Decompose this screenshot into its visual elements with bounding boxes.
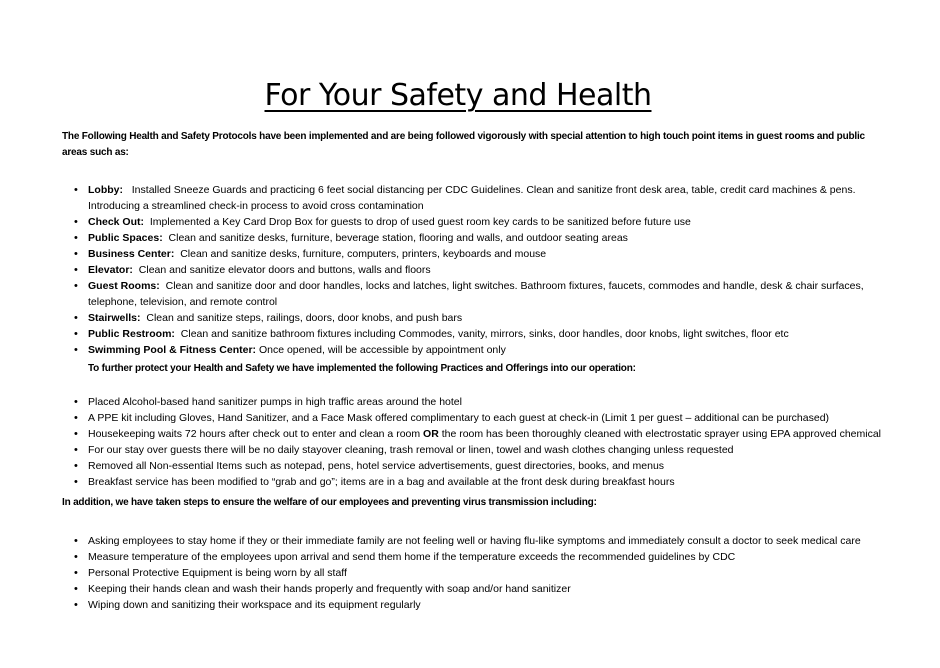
area-text: Implemented a Key Card Drop Box for guests to drop of used guest room key cards to be sanitized before future use [149,216,691,228]
area-item-business-center [62,246,882,262]
practices-intro: To further protect your Health and Safety we have implemented the following Practices and Offerings into our operation: [88,363,636,374]
page-title-text: For Your Safety and Health [264,78,652,114]
areas-list [62,182,882,358]
employee-measure-item: • Asking employees to stay home if they or their immediate family are not feeling well or having flu-like symptoms and immediately consult a doctor to seek medical care [62,533,882,549]
area-text: Once opened, will be accessible by appointment only [258,344,506,356]
area-item-public-restroom [62,326,882,342]
area-item-swimming-pool [62,342,882,358]
area-item-check-out [62,214,882,230]
employee-measure-item: • Keeping their hands clean and wash their hands properly and frequently with soap and/or hand sanitizer [62,581,882,597]
practice-item: • For our stay over guests there will be no daily stayover cleaning, trash removal or linen, towel and wash clothes changing unless requested [62,442,882,458]
page-title [0,76,916,116]
area-label: Guest Rooms: [88,280,160,292]
area-item-guest-rooms [62,278,882,310]
intro-paragraph: The Following Health and Safety Protocols have been implemented and are being followed vigorously with special attention to high touch point items in guest rooms and public areas such as: [62,131,865,158]
practice-item: • Breakfast service has been modified to “grab and go”; items are in a bag and available at the front desk during breakfast hours [62,474,882,490]
area-label: Public Spaces: [88,232,163,244]
document-body [62,129,882,613]
area-text: Clean and sanitize desks, furniture, beverage station, flooring and walls, and outdoor seating areas [168,232,628,244]
employees-intro: In addition, we have taken steps to ensure the welfare of our employees and preventing virus transmission including: [62,497,597,508]
employee-measure-item: • Wiping down and sanitizing their workspace and its equipment regularly [62,597,882,613]
area-text: Clean and sanitize door and door handles, locks and latches, light switches. Bathroom fixtures, faucets, commodes and handle, desk & chair surfaces, telephone, television, and remote control [88,280,864,308]
area-label: Swimming Pool & Fitness Center: [88,344,257,356]
practice-item: • Removed all Non-essential Items such as notepad, pens, hotel service advertisements, guest directories, books, and menus [62,458,882,474]
area-text: Clean and sanitize desks, furniture, computers, printers, keyboards and mouse [180,248,547,260]
area-item-lobby [62,182,882,214]
area-text: Installed Sneeze Guards and practicing 6 feet social distancing per CDC Guidelines. Clean and sanitize front desk area, table, credit card machines & pens. Introducing a streamlined check-in process to avoid cross contamination [88,184,856,212]
area-label: Elevator: [88,264,133,276]
practice-text: the room has been thoroughly cleaned with electrostatic sprayer using EPA approved chemical [438,428,882,440]
practice-item: • A PPE kit including Gloves, Hand Sanitizer, and a Face Mask offered complimentary to each guest at check-in (Limit 1 per guest – additional can be purchased) [62,410,882,426]
area-item-stairwells [62,310,882,326]
employee-measure-item: • Personal Protective Equipment is being worn by all staff [62,565,882,581]
practices-list [62,394,882,490]
area-label: Stairwells: [88,312,141,324]
area-label: Public Restroom: [88,328,175,340]
practice-item: • Placed Alcohol-based hand sanitizer pumps in high traffic areas around the hotel [62,394,882,410]
area-text: Clean and sanitize steps, railings, doors, door knobs, and push bars [146,312,463,324]
employee-measures-list [62,533,882,613]
area-item-public-spaces [62,230,882,246]
area-text: Clean and sanitize bathroom fixtures including Commodes, vanity, mirrors, sinks, door handles, door knobs, light switches, floor etc [180,328,789,340]
area-label: Business Center: [88,248,175,260]
practice-item [62,426,882,442]
practice-emphasis: OR [423,428,439,440]
area-text: Clean and sanitize elevator doors and buttons, walls and floors [138,264,431,276]
practice-text: Housekeeping waits 72 hours after check out to enter and clean a room [88,428,424,440]
area-label: Lobby: [88,184,123,196]
area-item-elevator [62,262,882,278]
area-label: Check Out: [88,216,145,228]
employee-measure-item: • Measure temperature of the employees upon arrival and send them home if the temperature exceeds the recommended guidelines by CDC [62,549,882,565]
